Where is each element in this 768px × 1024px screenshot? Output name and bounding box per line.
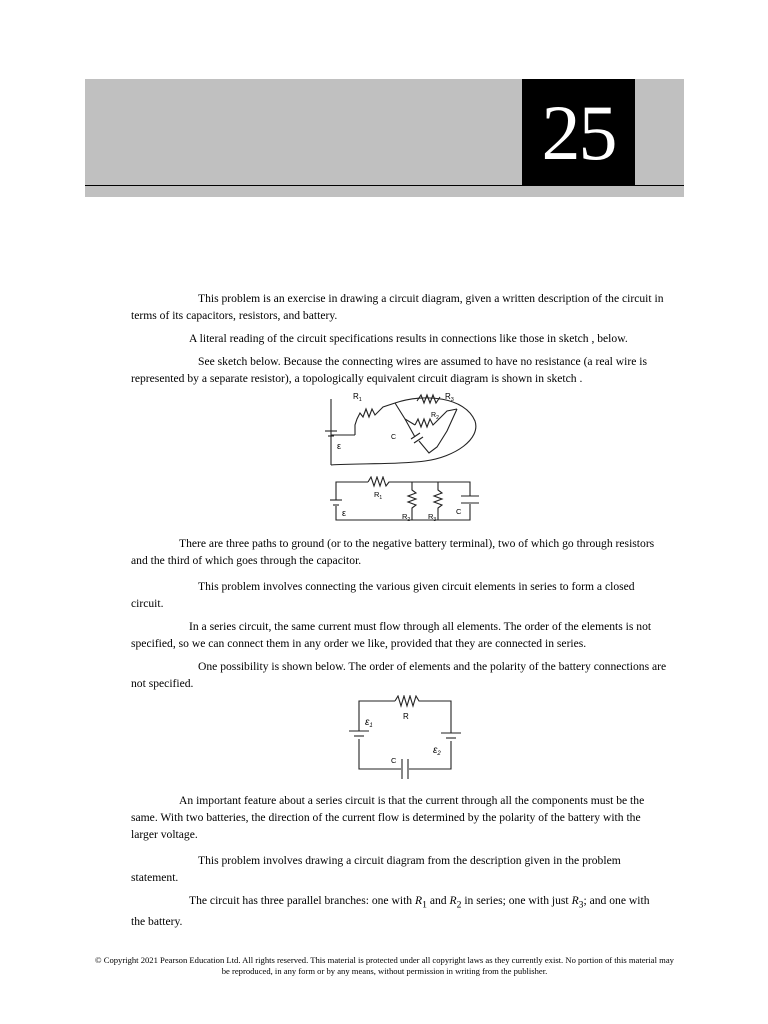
label-r3: $R_3$ bbox=[428, 512, 437, 523]
paragraph: One possibility is shown below. The order of elements and the polarity of the battery connections are not specified. bbox=[131, 660, 667, 690]
paragraph: An important feature about a series circuit is that the current through all the components must be the same. With two batteries, the direction of the current flow is determined by the polarity of the battery with the larger voltage. bbox=[131, 794, 645, 841]
paragraph: This problem is an exercise in drawing a circuit diagram, given a written description of the circuit in terms of its capacitors, resistors, and battery. bbox=[131, 292, 664, 322]
chapter-number: 25 bbox=[522, 79, 635, 186]
paragraph: In a series circuit, the same current must flow through all elements. The order of the elements is not specified, so we can connect them in any order we like, provided that they are connected in series. bbox=[131, 620, 652, 650]
circuit-series bbox=[345, 695, 465, 783]
circuit-sketch-equivalent bbox=[330, 476, 480, 526]
label-r2: $R_2$ bbox=[402, 512, 411, 523]
solution-text bbox=[131, 290, 679, 930]
label-r1: $R_1$ bbox=[353, 392, 362, 403]
paragraph: This problem involves connecting the various given circuit elements in series to form a closed circuit. bbox=[131, 580, 635, 610]
label-c: C bbox=[456, 507, 462, 516]
label-c: C bbox=[391, 756, 397, 765]
paragraph: A literal reading of the circuit specifications results in connections like those in sketch , below. bbox=[189, 332, 628, 345]
circuit-sketch-literal bbox=[325, 391, 485, 473]
label-emf2: $\varepsilon_2$ bbox=[433, 745, 441, 757]
label-r: R bbox=[403, 712, 409, 721]
copyright-footer: © Copyright 2021 Pearson Education Ltd. All rights reserved. This material is protected under all copyright laws as they currently exist. No portion of this material may be reproduced, in any form or by any means, without permission in writing from the publisher. bbox=[95, 955, 674, 976]
label-c: C bbox=[391, 434, 397, 441]
label-emf: ε bbox=[337, 441, 342, 451]
label-r1: $R_1$ bbox=[374, 490, 383, 501]
label-r2: $R_2$ bbox=[431, 412, 439, 421]
paragraph: There are three paths to ground (or to the negative battery terminal), two of which go through resistors and the third of which goes through the capacitor. bbox=[131, 537, 655, 567]
paragraph: See sketch below. Because the connecting wires are assumed to have no resistance (a real wire is represented by a separate resistor), a topologically equivalent circuit diagram is shown in sketch . bbox=[131, 355, 647, 385]
paragraph: The circuit has three parallel branches: one with $R_1$ and $R_2$ in series; one with just $R_3$; and one with the battery. bbox=[131, 894, 650, 929]
label-r3: $R_3$ bbox=[445, 392, 454, 403]
label-emf: ε bbox=[342, 508, 347, 518]
paragraph: This problem involves drawing a circuit diagram from the description given in the problem statement. bbox=[131, 854, 621, 884]
label-emf1: $\varepsilon_1$ bbox=[365, 717, 373, 729]
